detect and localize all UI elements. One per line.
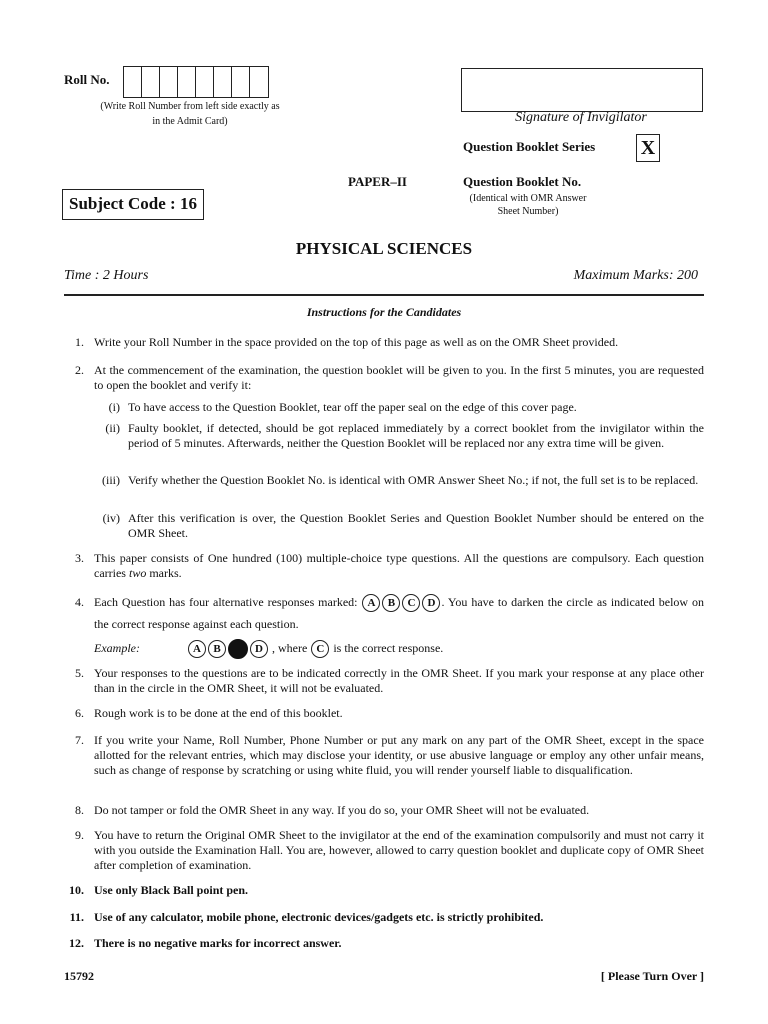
instruction-text: There is no negative marks for incorrect answer. (94, 936, 342, 950)
invigilator-signature-box[interactable] (461, 68, 703, 112)
roll-digit-box[interactable] (178, 67, 196, 97)
divider (64, 294, 704, 296)
instruction-item (64, 335, 704, 350)
instruction-text: Write your Roll Number in the space provided on the top of this page as well as on the OMR Sheet provided. (94, 335, 619, 349)
roll-digit-box[interactable] (214, 67, 232, 97)
item-number: 1. (75, 335, 84, 349)
example-label: Example: (94, 641, 140, 655)
item-number: 10. (69, 883, 84, 897)
roll-digit-box[interactable] (124, 67, 142, 97)
instructions-title: Instructions for the Candidates (306, 305, 462, 319)
instruction-item (64, 883, 704, 898)
sub-item-number: (iv) (102, 511, 120, 525)
example-text: Example: A B D , where C is the correct response. (94, 637, 704, 659)
instruction-item (64, 706, 704, 721)
paper-label: PAPER–II (348, 174, 407, 189)
roll-digit-box[interactable] (142, 67, 160, 97)
example-row (64, 637, 704, 659)
item-number: 4. (75, 595, 84, 609)
instruction-text: Rough work is to be done at the end of this booklet. (94, 706, 343, 720)
roll-number-label: Roll No. (64, 72, 110, 87)
instruction-text: Use of any calculator, mobile phone, electronic devices/gadgets etc. is strictly prohibited. (94, 910, 544, 924)
bubble-b-icon: B (208, 640, 226, 658)
bubble-c-icon: C (402, 594, 420, 612)
booklet-series-label: Question Booklet Series (463, 139, 596, 154)
item-number: 5. (75, 666, 84, 680)
sub-instruction-item (94, 421, 704, 451)
roll-number-note: (Write Roll Number from left side exactly as in the Admit Card) (100, 101, 280, 127)
sub-instruction-text: To have access to the Question Booklet, tear off the paper seal on the edge of this cover page. (128, 400, 577, 414)
please-turn-over: [ Please Turn Over ] (600, 969, 704, 983)
instruction-text: Your responses to the questions are to be indicated correctly in the OMR Sheet. If you mark your response at any place other than in the circle in the OMR Sheet, it will not be evaluated. (94, 666, 704, 695)
roll-digit-box[interactable] (232, 67, 250, 97)
invigilator-signature-label: Signature of Invigilator (515, 110, 647, 125)
instruction-item (64, 803, 704, 818)
bubble-b-icon: B (382, 594, 400, 612)
page-title: PHYSICAL SCIENCES (295, 239, 473, 258)
booklet-number-note: (Identical with OMR Answer Sheet Number) (469, 193, 587, 217)
item-number: 9. (75, 828, 84, 842)
sub-instruction-item (94, 473, 704, 488)
bubble-filled-icon (228, 639, 248, 659)
instruction-text: You have to return the Original OMR Sheet to the invigilator at the end of the examination compulsorily and must not carry it with you outside the Examination Hall. You are, however, allowed to carry question booklet and duplicate copy of OMR Sheet after completion of examination. (94, 828, 704, 872)
item-number: 12. (69, 936, 84, 950)
booklet-series-value: X (636, 134, 660, 162)
max-marks-label: Maximum Marks: 200 (573, 268, 698, 283)
item-number: 7. (75, 733, 84, 747)
sub-instruction-item (94, 400, 704, 415)
booklet-code: 15792 (64, 969, 94, 983)
item-number: 8. (75, 803, 84, 817)
bubble-a-icon: A (188, 640, 206, 658)
sub-item-number: (iii) (102, 473, 120, 487)
booklet-number-label: Question Booklet No. (463, 174, 582, 189)
bubble-a-icon: A (362, 594, 380, 612)
item-number: 3. (75, 551, 84, 565)
time-label: Time : 2 Hours (64, 268, 149, 283)
sub-instruction-item (94, 511, 704, 541)
bubble-d-icon: D (422, 594, 440, 612)
bubble-d-icon: D (250, 640, 268, 658)
bubble-c-icon: C (311, 640, 329, 658)
roll-digit-box[interactable] (196, 67, 214, 97)
instruction-text: At the commencement of the examination, the question booklet will be given to you. In the first 5 minutes, you are requested to open the booklet and verify it: (94, 363, 704, 392)
instruction-text: Each Question has four alternative responses marked: A B C D . You have to darken the circle as indicated below on the correct response against each question. (94, 595, 704, 631)
instruction-item (64, 591, 704, 635)
roll-digit-box[interactable] (250, 67, 268, 97)
instruction-text: Do not tamper or fold the OMR Sheet in any way. If you do so, your OMR Sheet will not be evaluated. (94, 803, 590, 817)
sub-item-number: (ii) (105, 421, 120, 435)
roll-number-boxes[interactable] (123, 66, 269, 98)
sub-instruction-text: Verify whether the Question Booklet No. is identical with OMR Answer Sheet No.; if not, the full set is to be replaced. (128, 473, 699, 487)
instruction-item (64, 551, 704, 581)
sub-instruction-text: After this verification is over, the Question Booklet Series and Question Booklet Number should be entered on the OMR Sheet. (128, 511, 704, 540)
item-number: 6. (75, 706, 84, 720)
roll-digit-box[interactable] (160, 67, 178, 97)
instruction-item (64, 910, 704, 925)
sub-item-number: (i) (108, 400, 120, 414)
subject-code: Subject Code : 16 (62, 189, 204, 220)
instruction-text: If you write your Name, Roll Number, Phone Number or put any mark on any part of the OMR Sheet, except in the space allotted for the relevant entries, which may disclose your identity, or use abusive language or employ any other unfair means, such as change of response by scratching or using white fluid, you will render yourself liable to disqualification. (94, 733, 704, 777)
instruction-item (64, 733, 704, 778)
sub-instruction-text: Faulty booklet, if detected, should be got replaced immediately by a correct booklet from the invigilator within the period of 5 minutes. Afterwards, neither the Question Booklet will be replaced nor any extra time will be given. (128, 421, 704, 450)
instruction-item (64, 666, 704, 696)
instruction-item (64, 828, 704, 873)
instruction-text: This paper consists of One hundred (100) multiple-choice type questions. All the questions are compulsory. Each question carries two marks. (94, 551, 704, 580)
instruction-text: Use only Black Ball point pen. (94, 883, 249, 897)
item-number: 2. (75, 363, 84, 377)
instruction-item (64, 363, 704, 393)
item-number: 11. (69, 910, 84, 924)
instruction-item (64, 936, 704, 951)
